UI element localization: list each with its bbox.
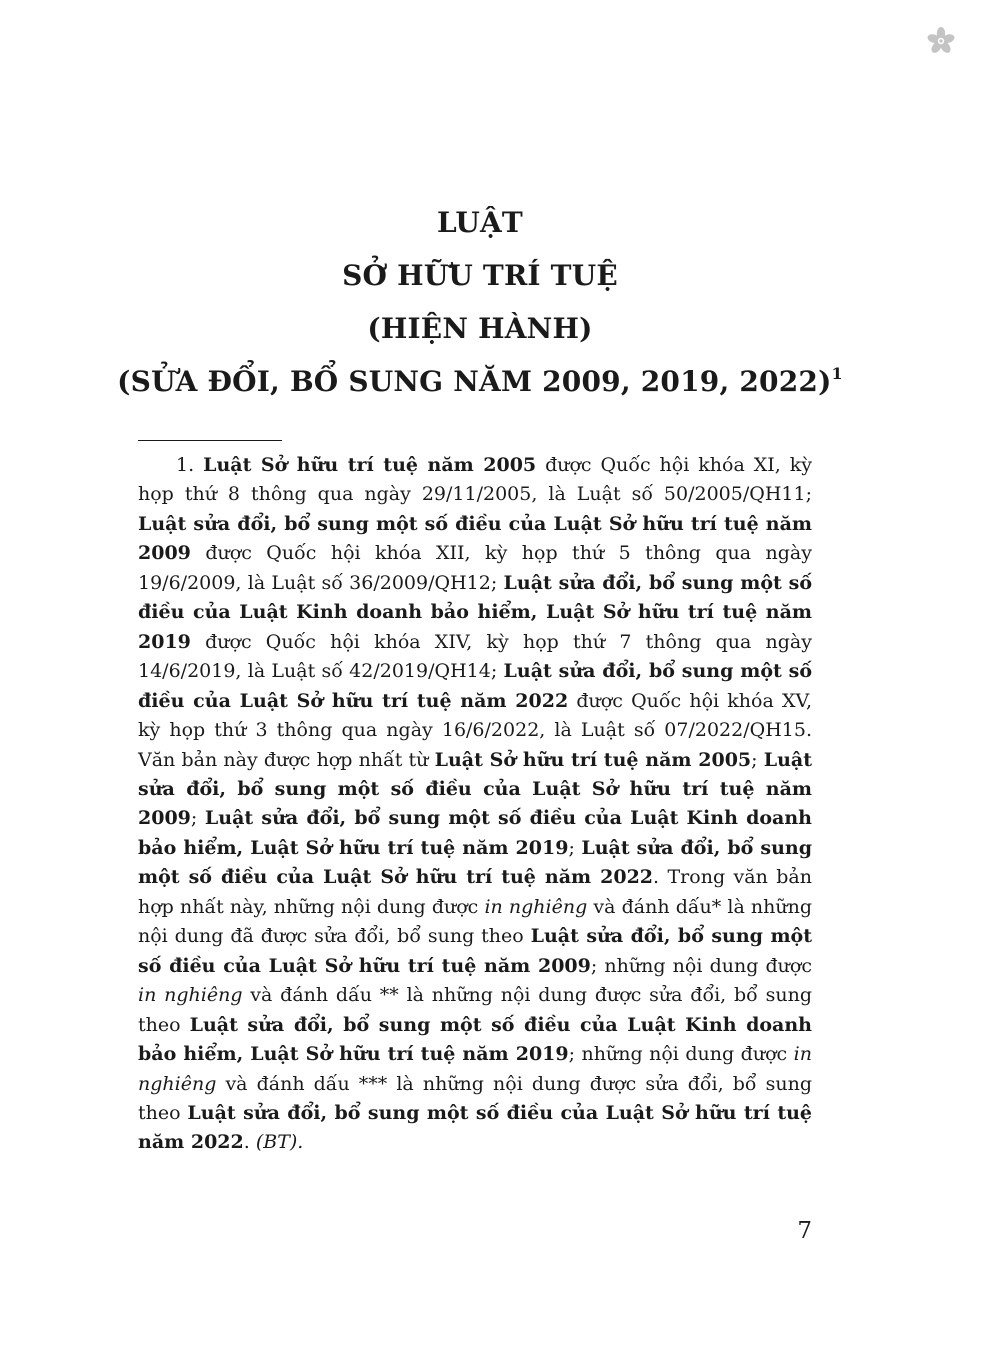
footnote-italic-text: (BT). bbox=[255, 1131, 304, 1154]
footnote-text: và đánh dấu ** là những nội dung được sửa đổi, bổ sung theo bbox=[138, 984, 812, 1036]
footnote-law-name: Luật Sở hữu trí tuệ năm 2005 bbox=[434, 748, 752, 771]
footnote-text: được Quốc hội khóa XIV, kỳ họp thứ 7 thông qua ngày 14/6/2019, là Luật số 42/2019/QH14; bbox=[138, 630, 812, 683]
footnote-text: ; bbox=[190, 807, 205, 830]
footnote-paragraph bbox=[138, 451, 812, 1158]
document-title bbox=[0, 196, 960, 408]
footnote-body bbox=[138, 454, 812, 1153]
footnote-text: ; bbox=[751, 748, 764, 771]
footnote-italic-text: in nghiêng bbox=[138, 984, 243, 1007]
footnote-law-name: Luật sửa đổi, bổ sung một số điều của Luật Sở hữu trí tuệ năm 2009 bbox=[138, 512, 812, 565]
footnote-text: . bbox=[243, 1131, 256, 1154]
footnote-law-name: Luật sửa đổi, bổ sung một số điều của Luật Kinh doanh bảo hiểm, Luật Sở hữu trí tuệ năm 2019 bbox=[138, 807, 812, 859]
footnote-law-name: Luật sửa đổi, bổ sung một số điều của Luật Sở hữu trí tuệ năm 2022 bbox=[138, 660, 812, 712]
footnote-law-name: Luật sửa đổi, bổ sung một số điều của Luật Sở hữu trí tuệ năm 2009 bbox=[138, 925, 812, 977]
footnote-text: . Trong văn bản hợp nhất này, những nội dung được bbox=[138, 866, 812, 918]
footnote-marker: 1 bbox=[831, 364, 843, 383]
footnote-text: được Quốc hội khóa XI, kỳ họp thứ 8 thông qua ngày 29/11/2005, là Luật số 50/2005/QH11; bbox=[138, 454, 812, 506]
footnote-law-name: Luật sửa đổi, bổ sung một số điều của Luật Sở hữu trí tuệ năm 2022 bbox=[138, 836, 812, 889]
footnote-separator bbox=[138, 440, 282, 441]
footnote-number: 1. bbox=[176, 454, 195, 476]
flower-ornament-icon bbox=[926, 26, 956, 56]
footnote-italic-text: in nghiêng bbox=[138, 1043, 812, 1095]
title-line-amendments bbox=[0, 355, 960, 408]
footnote-text: ; những nội dung được bbox=[590, 954, 812, 977]
footnote-text bbox=[194, 454, 203, 476]
title-amendments-text: (SỬA ĐỔI, BỔ SUNG NĂM 2009, 2019, 2022) bbox=[117, 365, 832, 398]
footnote-text: và đánh dấu *** là những nội dung được sửa đổi, bổ sung theo bbox=[138, 1072, 812, 1124]
footnote-text: được Quốc hội khóa XII, kỳ họp thứ 5 thông qua ngày 19/6/2009, là Luật số 36/2009/QH12; bbox=[138, 542, 812, 594]
footnote-law-name: Luật Sở hữu trí tuệ năm 2005 bbox=[203, 454, 537, 476]
footnote-text: và đánh dấu* là những nội dung đã được sửa đổi, bổ sung theo bbox=[138, 895, 813, 948]
footnote-law-name: Luật sửa đổi, bổ sung một số điều của Luật Kinh doanh bảo hiểm, Luật Sở hữu trí tuệ năm 2019 bbox=[138, 571, 812, 653]
title-line-intellectual-property: SỞ HỮU TRÍ TUỆ bbox=[342, 259, 618, 292]
footnote-text: ; bbox=[568, 836, 582, 859]
footnote-text: được Quốc hội khóa XV, kỳ họp thứ 3 thông qua ngày 16/6/2022, là Luật số 07/2022/QH15. Văn bản này được hợp nhất từ bbox=[138, 689, 812, 771]
footnote-law-name: Luật sửa đổi, bổ sung một số điều của Luật Sở hữu trí tuệ năm 2022 bbox=[138, 1101, 812, 1154]
footnote-law-name: Luật sửa đổi, bổ sung một số điều của Luật Sở hữu trí tuệ năm 2009 bbox=[138, 748, 813, 830]
title-line-current: (HIỆN HÀNH) bbox=[367, 312, 593, 345]
footnote-text: ; những nội dung được bbox=[568, 1043, 794, 1066]
footnote-italic-text: in nghiêng bbox=[484, 895, 588, 918]
footnote-law-name: Luật sửa đổi, bổ sung một số điều của Luật Kinh doanh bảo hiểm, Luật Sở hữu trí tuệ năm 2019 bbox=[138, 1013, 812, 1066]
page-number: 7 bbox=[797, 1218, 812, 1244]
title-line-law: LUẬT bbox=[437, 206, 523, 239]
